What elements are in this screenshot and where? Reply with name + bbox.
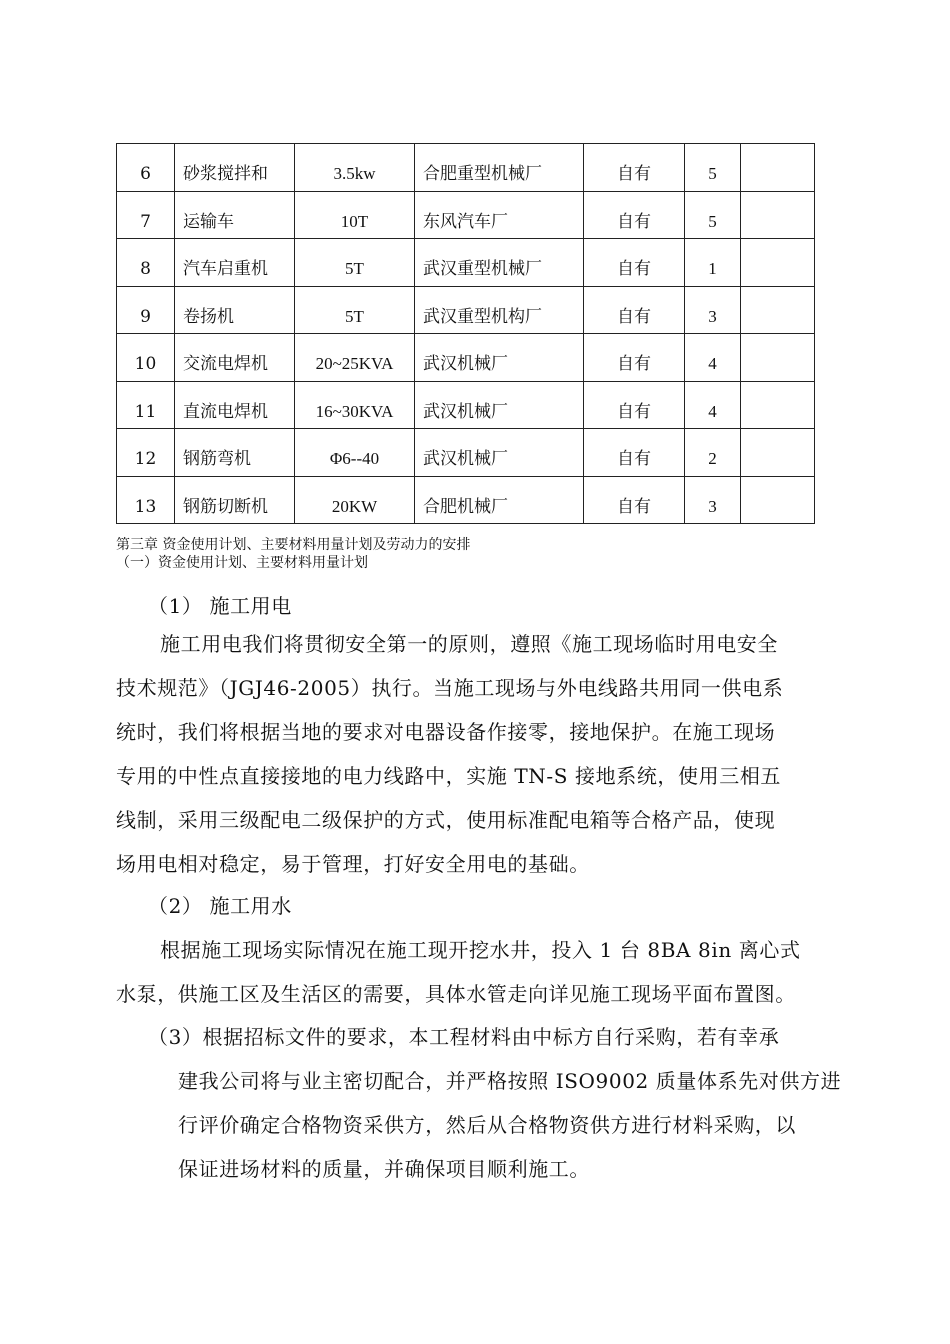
cell-qty-text: 1 <box>708 259 717 279</box>
cell-no <box>117 239 175 287</box>
cell-qty-text: 3 <box>708 496 717 516</box>
paragraph-line: 线制，采用三级配电二级保护的方式，使用标准配电箱等合格产品，使现 <box>116 808 776 832</box>
cell-maker <box>415 381 584 429</box>
item1-heading: （1） 施工用电 <box>148 594 292 618</box>
cell-spec-text: 10T <box>340 211 369 231</box>
item2-paragraph <box>116 928 836 1016</box>
cell-ownership-text: 自有 <box>617 496 651 517</box>
cell-ownership-text: 自有 <box>617 211 651 232</box>
cell-qty <box>685 144 741 192</box>
cell-ownership-text: 自有 <box>617 259 651 280</box>
cell-note <box>741 286 815 334</box>
cell-no <box>117 476 175 524</box>
paragraph-line: 施工用电我们将贯彻安全第一的原则，遵照《施工现场临时用电安全 <box>160 632 778 656</box>
cell-ownership <box>584 429 685 477</box>
cell-no-text: 8 <box>140 259 151 280</box>
cell-note <box>741 239 815 287</box>
paragraph-line: 保证进场材料的质量，并确保项目顺利施工。 <box>178 1157 590 1181</box>
table-row <box>117 476 815 524</box>
cell-qty-text: 2 <box>708 449 717 469</box>
cell-note-text <box>741 160 814 174</box>
cell-no-text: 11 <box>134 401 157 422</box>
cell-spec <box>295 334 415 382</box>
cell-qty <box>685 334 741 382</box>
cell-no-text: 9 <box>140 306 151 327</box>
cell-name <box>175 476 295 524</box>
cell-spec <box>295 381 415 429</box>
cell-maker <box>415 191 584 239</box>
table-row <box>117 429 815 477</box>
cell-ownership <box>584 286 685 334</box>
cell-note <box>741 381 815 429</box>
cell-no <box>117 334 175 382</box>
cell-qty <box>685 286 741 334</box>
cell-spec <box>295 191 415 239</box>
table-row <box>117 144 815 192</box>
cell-ownership <box>584 334 685 382</box>
cell-name-text: 钢筋切断机 <box>183 496 268 517</box>
cell-name <box>175 191 295 239</box>
cell-no-text: 6 <box>140 164 151 185</box>
paragraph-line: 行评价确定合格物资采供方，然后从合格物资供方进行材料采购，以 <box>178 1113 796 1137</box>
cell-qty <box>685 381 741 429</box>
cell-qty-text: 3 <box>708 306 717 326</box>
cell-maker-text: 武汉机械厂 <box>423 354 508 375</box>
cell-spec-text: 20~25KVA <box>315 354 394 374</box>
cell-no <box>117 381 175 429</box>
cell-ownership <box>584 191 685 239</box>
cell-spec <box>295 286 415 334</box>
cell-maker-text: 武汉机械厂 <box>423 401 508 422</box>
cell-note-text <box>741 493 814 507</box>
table-row <box>117 381 815 429</box>
cell-spec <box>295 476 415 524</box>
cell-qty-text: 5 <box>708 164 717 184</box>
cell-note-text <box>741 445 814 459</box>
item3-paragraph <box>116 1015 868 1191</box>
cell-name <box>175 334 295 382</box>
item1-paragraph <box>116 622 836 886</box>
cell-maker <box>415 286 584 334</box>
cell-maker-text: 合肥重型机械厂 <box>423 164 542 185</box>
paragraph-line: （3）根据招标文件的要求，本工程材料由中标方自行采购，若有幸承 <box>148 1025 780 1049</box>
table-row <box>117 286 815 334</box>
equipment-table <box>116 143 815 524</box>
cell-spec-text: 5T <box>345 259 364 279</box>
cell-note <box>741 334 815 382</box>
cell-name-text: 直流电焊机 <box>183 401 268 422</box>
paragraph-line: 统时，我们将根据当地的要求对电器设备作接零，接地保护。在施工现场 <box>116 720 776 744</box>
cell-spec-text: 20KW <box>331 496 378 516</box>
cell-ownership-text: 自有 <box>617 401 651 422</box>
cell-no-text: 10 <box>134 354 157 375</box>
cell-maker-text: 合肥机械厂 <box>423 496 508 517</box>
cell-spec-text: 3.5kw <box>333 164 376 184</box>
table-row <box>117 191 815 239</box>
cell-name <box>175 286 295 334</box>
cell-spec <box>295 144 415 192</box>
cell-name <box>175 239 295 287</box>
cell-note-text <box>741 255 814 269</box>
cell-name <box>175 429 295 477</box>
cell-qty <box>685 191 741 239</box>
cell-maker <box>415 429 584 477</box>
cell-qty-text: 4 <box>708 401 717 421</box>
cell-spec-text: 16~30KVA <box>315 401 394 421</box>
cell-spec-text: 5T <box>345 306 364 326</box>
cell-maker <box>415 239 584 287</box>
cell-no <box>117 191 175 239</box>
cell-qty <box>685 429 741 477</box>
cell-note-text <box>741 398 814 412</box>
cell-qty <box>685 239 741 287</box>
cell-name-text: 砂浆搅拌和 <box>183 164 268 185</box>
cell-maker-text: 武汉重型机械厂 <box>423 259 542 280</box>
cell-note <box>741 476 815 524</box>
cell-ownership <box>584 239 685 287</box>
cell-name-text: 汽车启重机 <box>183 259 268 280</box>
cell-name-text: 交流电焊机 <box>183 354 268 375</box>
cell-maker-text: 武汉机械厂 <box>423 449 508 470</box>
cell-note <box>741 191 815 239</box>
cell-note <box>741 429 815 477</box>
paragraph-line: 建我公司将与业主密切配合，并严格按照 ISO9002 质量体系先对供方进 <box>178 1069 842 1093</box>
cell-ownership <box>584 381 685 429</box>
paragraph-line: 专用的中性点直接接地的电力线路中，实施 TN-S 接地系统，使用三相五 <box>116 764 782 788</box>
cell-qty-text: 4 <box>708 354 717 374</box>
cell-note-text <box>741 303 814 317</box>
item2-heading: （2） 施工用水 <box>148 894 292 918</box>
cell-note <box>741 144 815 192</box>
cell-ownership <box>584 476 685 524</box>
cell-no-text: 13 <box>134 496 157 517</box>
cell-qty <box>685 476 741 524</box>
cell-no <box>117 286 175 334</box>
cell-no <box>117 429 175 477</box>
table-row <box>117 334 815 382</box>
cell-no-text: 12 <box>134 449 157 470</box>
cell-spec-text: Φ6--40 <box>329 449 380 469</box>
cell-ownership-text: 自有 <box>617 354 651 375</box>
equipment-table-body <box>117 144 815 524</box>
cell-spec <box>295 429 415 477</box>
cell-name <box>175 381 295 429</box>
paragraph-line: 根据施工现场实际情况在施工现开挖水井，投入 1 台 8BA 8in 离心式 <box>160 938 801 962</box>
paragraph-line: 场用电相对稳定，易于管理，打好安全用电的基础。 <box>116 852 590 876</box>
cell-name-text: 钢筋弯机 <box>183 449 251 470</box>
cell-name <box>175 144 295 192</box>
cell-no <box>117 144 175 192</box>
table-row <box>117 239 815 287</box>
paragraph-line: 水泵，供施工区及生活区的需要，具体水管走向详见施工现场平面布置图。 <box>116 982 796 1006</box>
cell-ownership-text: 自有 <box>617 306 651 327</box>
cell-ownership-text: 自有 <box>617 164 651 185</box>
cell-spec <box>295 239 415 287</box>
cell-ownership <box>584 144 685 192</box>
cell-no-text: 7 <box>140 211 151 232</box>
cell-name-text: 卷扬机 <box>183 306 234 327</box>
cell-ownership-text: 自有 <box>617 449 651 470</box>
cell-qty-text: 5 <box>708 211 717 231</box>
cell-maker-text: 武汉重型机构厂 <box>423 306 542 327</box>
cell-note-text <box>741 350 814 364</box>
paragraph-line: 技术规范》（JGJ46-2005）执行。当施工现场与外电线路共用同一供电系 <box>116 676 784 700</box>
cell-maker <box>415 476 584 524</box>
section-title: （一）资金使用计划、主要材料用量计划 <box>116 555 368 571</box>
cell-maker <box>415 144 584 192</box>
chapter-title: 第三章 资金使用计划、主要材料用量计划及劳动力的安排 <box>116 537 471 553</box>
cell-maker <box>415 334 584 382</box>
cell-note-text <box>741 208 814 222</box>
cell-maker-text: 东风汽车厂 <box>423 211 508 232</box>
cell-name-text: 运输车 <box>183 211 234 232</box>
